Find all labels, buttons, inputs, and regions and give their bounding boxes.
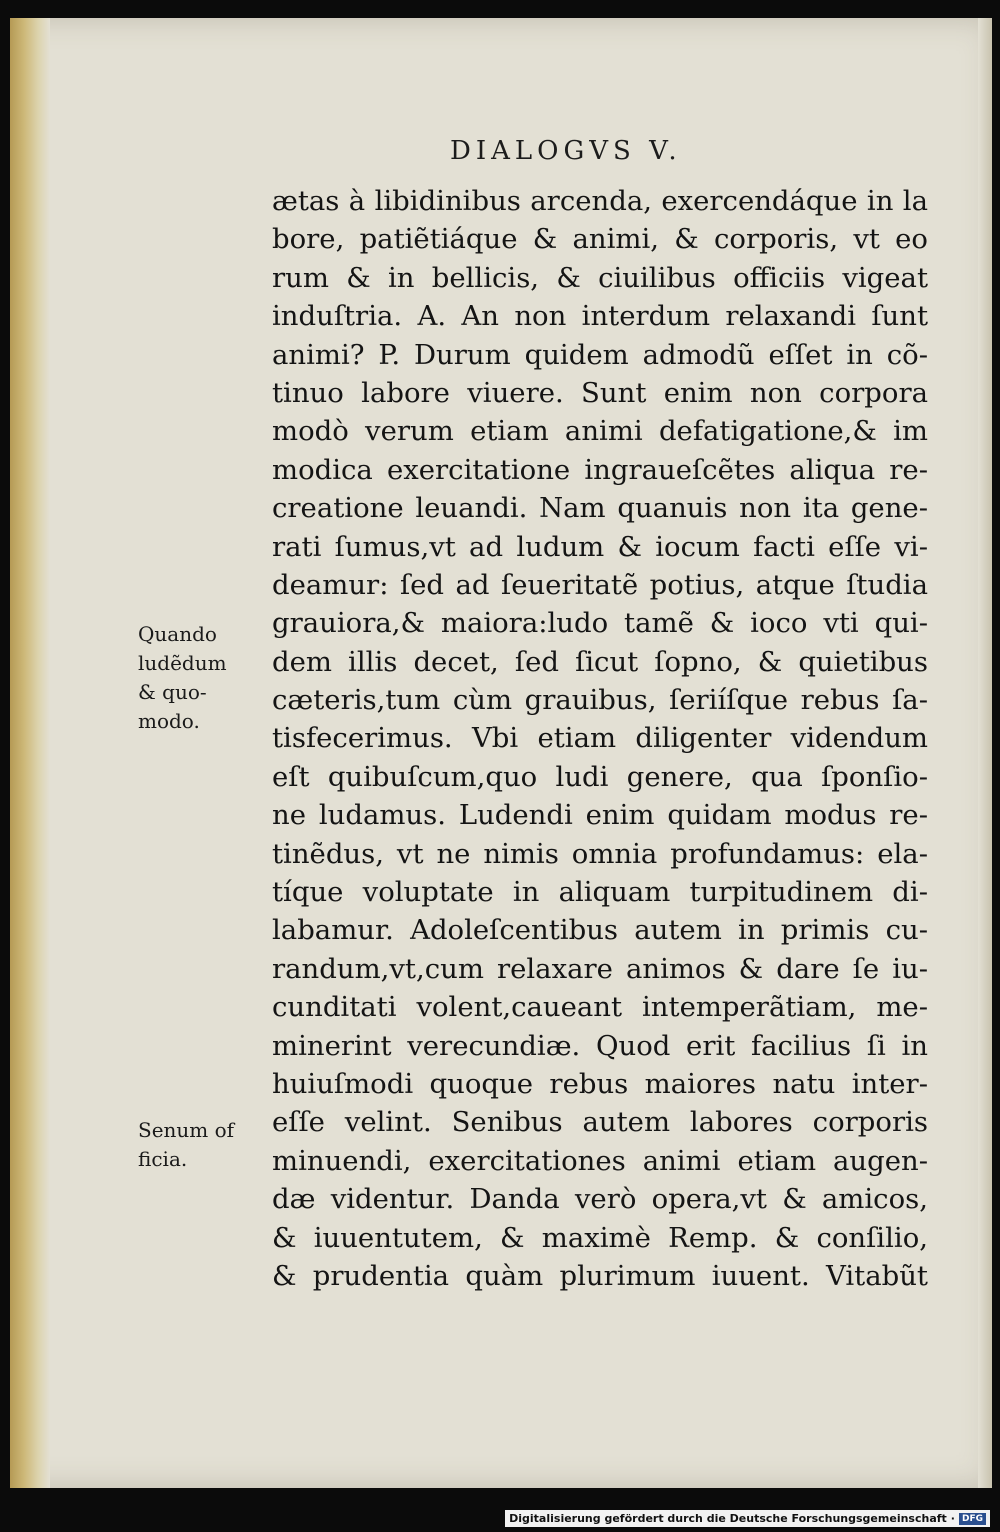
text-line: animi? P. Durum quidem admodũ eſſet in cõ- <box>272 338 928 371</box>
text-line: tinuo labore viuere. Sunt enim non corpora <box>272 376 928 409</box>
text-line: bore, patiẽtiáque & animi, & corporis, vt eo <box>272 223 928 256</box>
margin-note-line: & quo- <box>138 680 207 704</box>
text-line: rati ſumus,vt ad ludum & iocum facti eſſe vi- <box>272 530 928 563</box>
margin-note-quando-ludendum <box>138 620 266 736</box>
text-line: creatione leuandi. Nam quanuis non ita gene- <box>272 492 928 525</box>
body-text <box>272 182 928 1295</box>
text-line: tíque voluptate in aliquam turpitudinem di- <box>272 876 928 909</box>
text-line: eſſe velint. Senibus autem labores corporis <box>272 1106 928 1139</box>
text-line: cæteris,tum cùm grauibus, ſeriíſque rebus ſa- <box>272 684 928 717</box>
margin-note-line: Senum of <box>138 1118 235 1142</box>
text-line: minuendi, exercitationes animi etiam augen- <box>272 1144 928 1177</box>
text-line: & prudentia quàm plurimum iuuent. Vitabũt <box>272 1259 928 1292</box>
text-line: minerint verecundiæ. Quod erit facilius ſi in <box>272 1029 928 1062</box>
page-right-edge <box>978 18 992 1488</box>
text-line: cunditati volent,caueant intemperãtiam, me- <box>272 991 928 1024</box>
text-line: dem illis decet, ſed ſicut ſopno, & quietibus <box>272 645 928 678</box>
margin-note-line: ficia. <box>138 1147 188 1171</box>
page-gutter-edge <box>10 18 50 1488</box>
text-line: modò verum etiam animi defatigatione,& im <box>272 415 928 448</box>
text-line: induſtria. A. An non interdum relaxandi ſunt <box>272 300 928 333</box>
text-line: tinẽdus, vt ne nimis omnia profundamus: ela- <box>272 837 928 870</box>
footer-text: Digitalisierung gefördert durch die Deutsche Forschungsgemeinschaft <box>509 1512 947 1525</box>
margin-note-line: modo. <box>138 709 200 733</box>
margin-note-line: Quando <box>138 622 217 646</box>
text-line: labamur. Adoleſcentibus autem in primis cu- <box>272 914 928 947</box>
text-line: dæ videntur. Danda verò opera,vt & amicos, <box>272 1183 928 1216</box>
text-line: ætas à libidinibus arcenda, exercendáque in la <box>272 185 928 217</box>
margin-note-senum-officia <box>138 1116 266 1174</box>
text-line: eſt quibuſcum,quo ludi genere, qua ſponſio- <box>272 760 928 793</box>
margin-note-line: ludẽdum <box>138 651 227 675</box>
text-line: modica exercitatione ingraueſcẽtes aliqua re- <box>272 453 928 486</box>
text-line: tisfecerimus. Vbi etiam diligenter videndum <box>272 722 928 755</box>
text-line: randum,vt,cum relaxare animos & dare ſe iu- <box>272 952 928 985</box>
text-line: deamur: ſed ad ſeueritatẽ potius, atque ſtudia <box>272 568 928 601</box>
text-line: rum & in bellicis, & ciuilibus officiis vigeat <box>272 261 928 294</box>
digitization-footer: Digitalisierung gefördert durch die Deutsche Forschungsgemeinschaft · DFG <box>505 1510 990 1527</box>
text-line: grauiora,& maiora:ludo tamẽ & ioco vti qui- <box>272 607 928 640</box>
text-line: & iuuentutem, & maximè Remp. & conſilio, <box>272 1221 928 1254</box>
text-line: ne ludamus. Ludendi enim quidam modus re- <box>272 799 928 832</box>
text-line: huiuſmodi quoque rebus maiores natu inter- <box>272 1067 928 1100</box>
running-head: DIALOGVS V. <box>450 136 682 166</box>
dfg-logo-icon: DFG <box>959 1513 986 1525</box>
